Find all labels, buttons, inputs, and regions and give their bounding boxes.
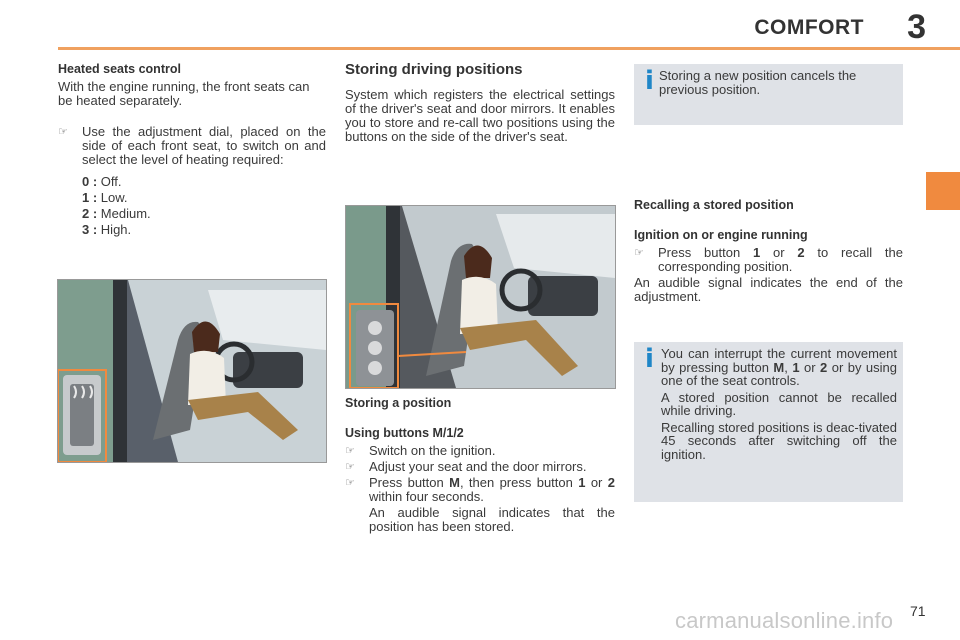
storing-section <box>345 61 615 144</box>
header-rule <box>58 47 960 50</box>
heating-level-text: Off. <box>100 174 122 189</box>
storing-subtitle: Storing a position <box>345 396 452 410</box>
storing-step-3-text: Press button M, then press button 1 or 2 within four seconds. <box>369 475 615 504</box>
watermark: carmanualsonline.info <box>675 608 894 633</box>
storing-step-3 <box>345 476 615 504</box>
storing-step-1-text: Switch on the ignition. <box>369 443 496 458</box>
heating-level-item <box>82 175 326 189</box>
pointing-hand-icon: ☞ <box>345 445 355 457</box>
storing-step-3-note: An audible signal indicates that the position has been stored. <box>369 505 615 534</box>
heating-level-key: 2 : <box>82 206 98 221</box>
recall-step <box>634 246 903 274</box>
heating-level-item <box>82 191 326 205</box>
heated-seats-step <box>58 125 326 167</box>
info-interrupt-p3: Recalling stored positions is deac-tivated 45 seconds after switching off the ignition. <box>661 419 897 462</box>
chapter-side-tab[interactable] <box>926 172 960 210</box>
info-box-new-position <box>634 64 903 125</box>
chapter-title: COMFORT <box>754 16 864 39</box>
info-icon: i <box>645 66 654 96</box>
pointing-hand-icon: ☞ <box>634 247 644 259</box>
heated-seats-step-text: Use the adjustment dial, placed on the side of each front seat, to switch on and select the level of heating required: <box>82 124 326 167</box>
storing-step-2-text: Adjust your seat and the door mirrors. <box>369 459 587 474</box>
page-number: 71 <box>910 603 926 619</box>
memory-buttons-photo <box>345 205 616 389</box>
heating-level-key: 0 : <box>82 174 98 189</box>
heating-level-item <box>82 223 326 237</box>
storing-steps-section <box>345 396 615 534</box>
info-icon: i <box>645 344 654 374</box>
heating-levels-list <box>58 175 326 237</box>
info-interrupt-p1: You can interrupt the current movement by pressing button M, 1 or 2 or by using one of the seat controls. <box>661 346 897 388</box>
info-box-interrupt-text <box>661 347 897 464</box>
heating-level-item <box>82 207 326 221</box>
heated-seat-illustration <box>58 280 326 462</box>
info-box-interrupt <box>634 342 903 502</box>
info-interrupt-p2: A stored position cannot be recalled while driving. <box>661 389 897 418</box>
heated-seats-title: Heated seats control <box>58 62 181 76</box>
heating-level-key: 1 : <box>82 190 98 205</box>
pointing-hand-icon: ☞ <box>58 126 68 138</box>
recall-section <box>634 198 903 304</box>
memory-buttons-illustration <box>346 206 615 388</box>
recall-note: An audible signal indicates the end of the adjustment. <box>634 275 903 304</box>
storing-step-1 <box>345 444 615 458</box>
using-buttons-title: Using buttons M/1/2 <box>345 426 464 440</box>
storing-intro: System which registers the electrical settings of the driver's seat and door mirrors. It enables you to store and re-call two positions using the buttons on the side of the driver's seat. <box>345 87 615 144</box>
heated-seats-section <box>58 62 326 239</box>
heated-seat-photo <box>57 279 327 463</box>
recall-step-text: Press button 1 or 2 to recall the corresponding position. <box>658 245 903 274</box>
storing-step-2 <box>345 460 615 474</box>
heating-level-text: Medium. <box>100 206 151 221</box>
heating-level-text: Low. <box>100 190 128 205</box>
storing-title: Storing driving positions <box>345 61 523 78</box>
heating-level-key: 3 : <box>82 222 98 237</box>
recall-title: Recalling a stored position <box>634 198 794 212</box>
heated-seats-intro: With the engine running, the front seats can be heated separately. <box>58 79 310 108</box>
pointing-hand-icon: ☞ <box>345 461 355 473</box>
pointing-hand-icon: ☞ <box>345 477 355 489</box>
info-box-new-position-text: Storing a new position cancels the previous position. <box>659 68 857 97</box>
recall-subtitle: Ignition on or engine running <box>634 228 808 242</box>
heating-level-text: High. <box>100 222 132 237</box>
chapter-number: 3 <box>907 8 926 46</box>
